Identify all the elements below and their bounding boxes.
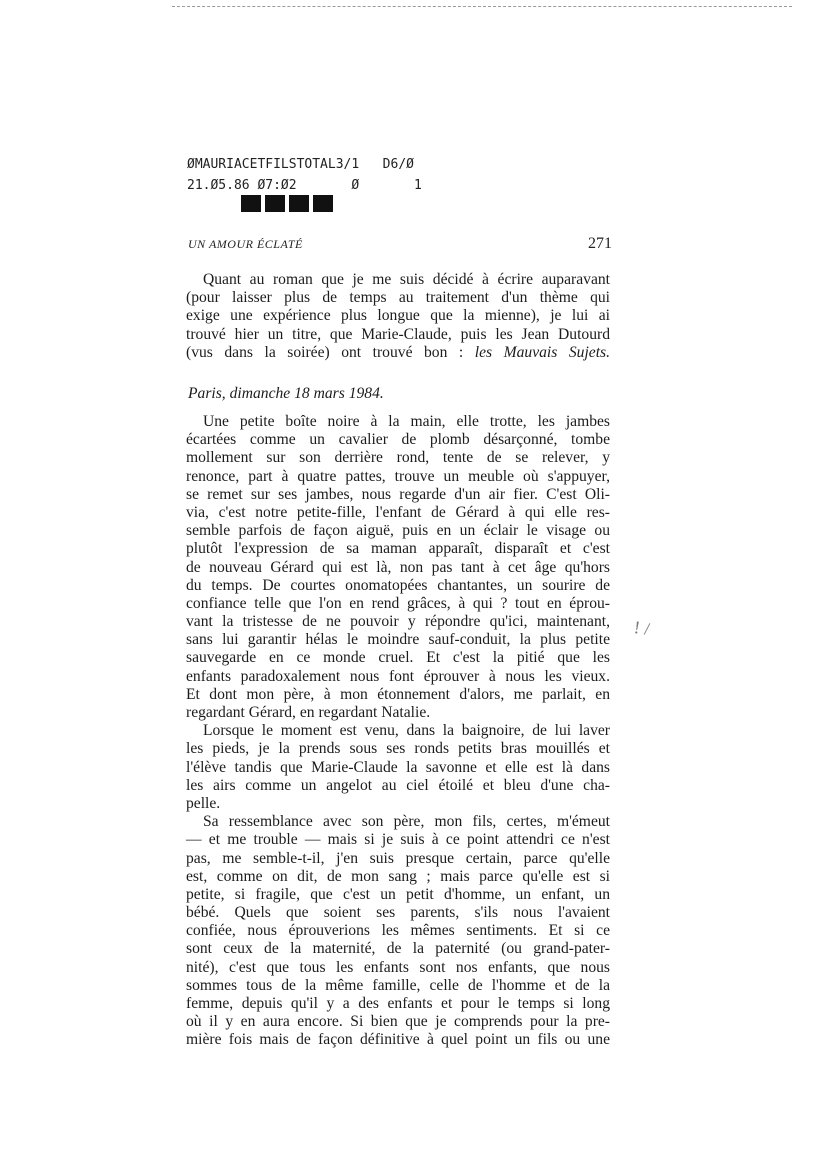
body-line: pelle. [186, 794, 221, 812]
body-line: femme, depuis qu'il y a des enfants et pour le temps si long [186, 995, 610, 1012]
body-line: bébé. Quels que soient ses parents, s'ils nous l'avaient [186, 904, 610, 922]
body-line: sommes tous de la même famille, celle de l'homme et de la [186, 976, 610, 994]
redaction-block [313, 195, 333, 212]
body-line: semble parfois de façon aiguë, puis en un éclair le visage ou [186, 522, 610, 540]
body-line: sauvegarde en ce monde cruel. Et c'est la pitié que les [186, 649, 610, 667]
diary-date-heading: Paris, dimanche 18 mars 1984. [188, 385, 384, 402]
body-line: écartées comme un cavalier de plomb désarçonné, tombe [186, 431, 610, 449]
body-line: confiance telle que l'on en rend grâces, à qui ? tout en éprou- [186, 594, 610, 612]
body-line: du temps. De courtes onomatopées chantantes, un sourire de [186, 576, 610, 594]
body-line: renonce, part à quatre pattes, trouve un meuble où s'appuyer, [186, 467, 610, 485]
document-stamp-line-1: ØMAURIACETFILSTOTAL3/1 D6/Ø [187, 157, 414, 172]
body-line: Lorsque le moment est venu, dans la baignoire, de lui laver [203, 722, 610, 740]
body-line: petite, si fragile, que c'est un petit d'homme, un enfant, un [186, 885, 610, 903]
body-line: de nouveau Gérard qui est là, non pas tant à cet âge qu'hors [186, 558, 610, 576]
body-line: est, comme on dit, de mon sang ; mais parce qu'elle est si [186, 867, 610, 885]
margin-pencil-mark: ! / [632, 617, 651, 639]
body-line: sans lui garantir hélas le moindre sauf-conduit, la plus petite [186, 631, 610, 649]
paragraph-line: exige une expérience plus longue que la mienne), je lui ai [186, 307, 610, 325]
body-line: mollement sur son derrière rond, tente de se relever, y [186, 449, 610, 467]
top-scan-line [172, 6, 792, 7]
document-stamp-line-2: 21.Ø5.86 Ø7:Ø2 Ø 1 [187, 178, 422, 193]
body-line: plutôt l'expression de sa maman apparaît, disparaît et c'est [186, 540, 610, 558]
body-line: les airs comme un angelot au ciel étoilé et bleu d'une cha- [186, 776, 610, 794]
running-title: UN AMOUR ÉCLATÉ [188, 237, 303, 251]
body-line: via, c'est notre petite-fille, l'enfant de Gérard à qui elle res- [186, 503, 610, 521]
body-line: mière fois mais de façon définitive à quel point un fils ou une [186, 1031, 610, 1049]
body-line: regardant Gérard, en regardant Natalie. [186, 704, 431, 721]
body-line: pas, me semble-t-il, j'en suis presque certain, parce qu'elle [186, 849, 610, 867]
body-line: Et dont mon père, à mon étonnement d'alors, me parlait, en [186, 685, 610, 703]
body-line: — et me trouble — mais si je suis à ce point attendri ce n'est [186, 831, 610, 849]
paragraph-line-text: (vus dans la soirée) ont trouvé bon : les Mauvais Sujets. [186, 343, 610, 361]
body-line: Sa ressemblance avec son père, mon fils, certes, m'émeut [203, 813, 610, 831]
body-line: se remet sur ses jambes, nous regarde d'un air fier. C'est Oli- [186, 485, 610, 503]
body-line: les pieds, je la prends sous ses ronds petits bras mouillés et [186, 740, 610, 758]
diary-body-text [186, 413, 610, 1050]
redaction-block [265, 195, 285, 212]
paragraph-line [186, 344, 610, 362]
body-line: l'élève tandis que Marie-Claude la savonne et elle est là dans [186, 758, 610, 776]
redaction-blocks [241, 195, 333, 212]
body-line: où il y en aura encore. Si bien que je comprends pour la pre- [186, 1013, 610, 1031]
redaction-block [241, 195, 261, 212]
body-line: nité), c'est que tous les enfants sont nos enfants, que nous [186, 958, 610, 976]
body-line: sont ceux de la maternité, de la paternité (ou grand-pater- [186, 940, 610, 958]
paragraph-line: (pour laisser plus de temps au traitement d'un thème qui [186, 289, 610, 307]
body-line: Une petite boîte noire à la main, elle trotte, les jambes [203, 413, 610, 430]
paragraph-line: trouvé hier un titre, que Marie-Claude, puis les Jean Dutourd [186, 325, 610, 343]
body-line: confiée, nous éprouverions les mêmes sentiments. Et si ce [186, 922, 610, 940]
page-number: 271 [588, 235, 612, 252]
book-title: les Mauvais Sujets. [474, 343, 610, 361]
body-line: vant la tristesse de ne pouvoir y répondre qu'ici, maintenant, [186, 613, 610, 631]
redaction-block [289, 195, 309, 212]
body-line: enfants paradoxalement nous font éprouver à nous les vieux. [186, 667, 610, 685]
paragraph-line: Quant au roman que je me suis décidé à écrire auparavant [203, 271, 610, 288]
paragraph-1 [186, 271, 610, 362]
